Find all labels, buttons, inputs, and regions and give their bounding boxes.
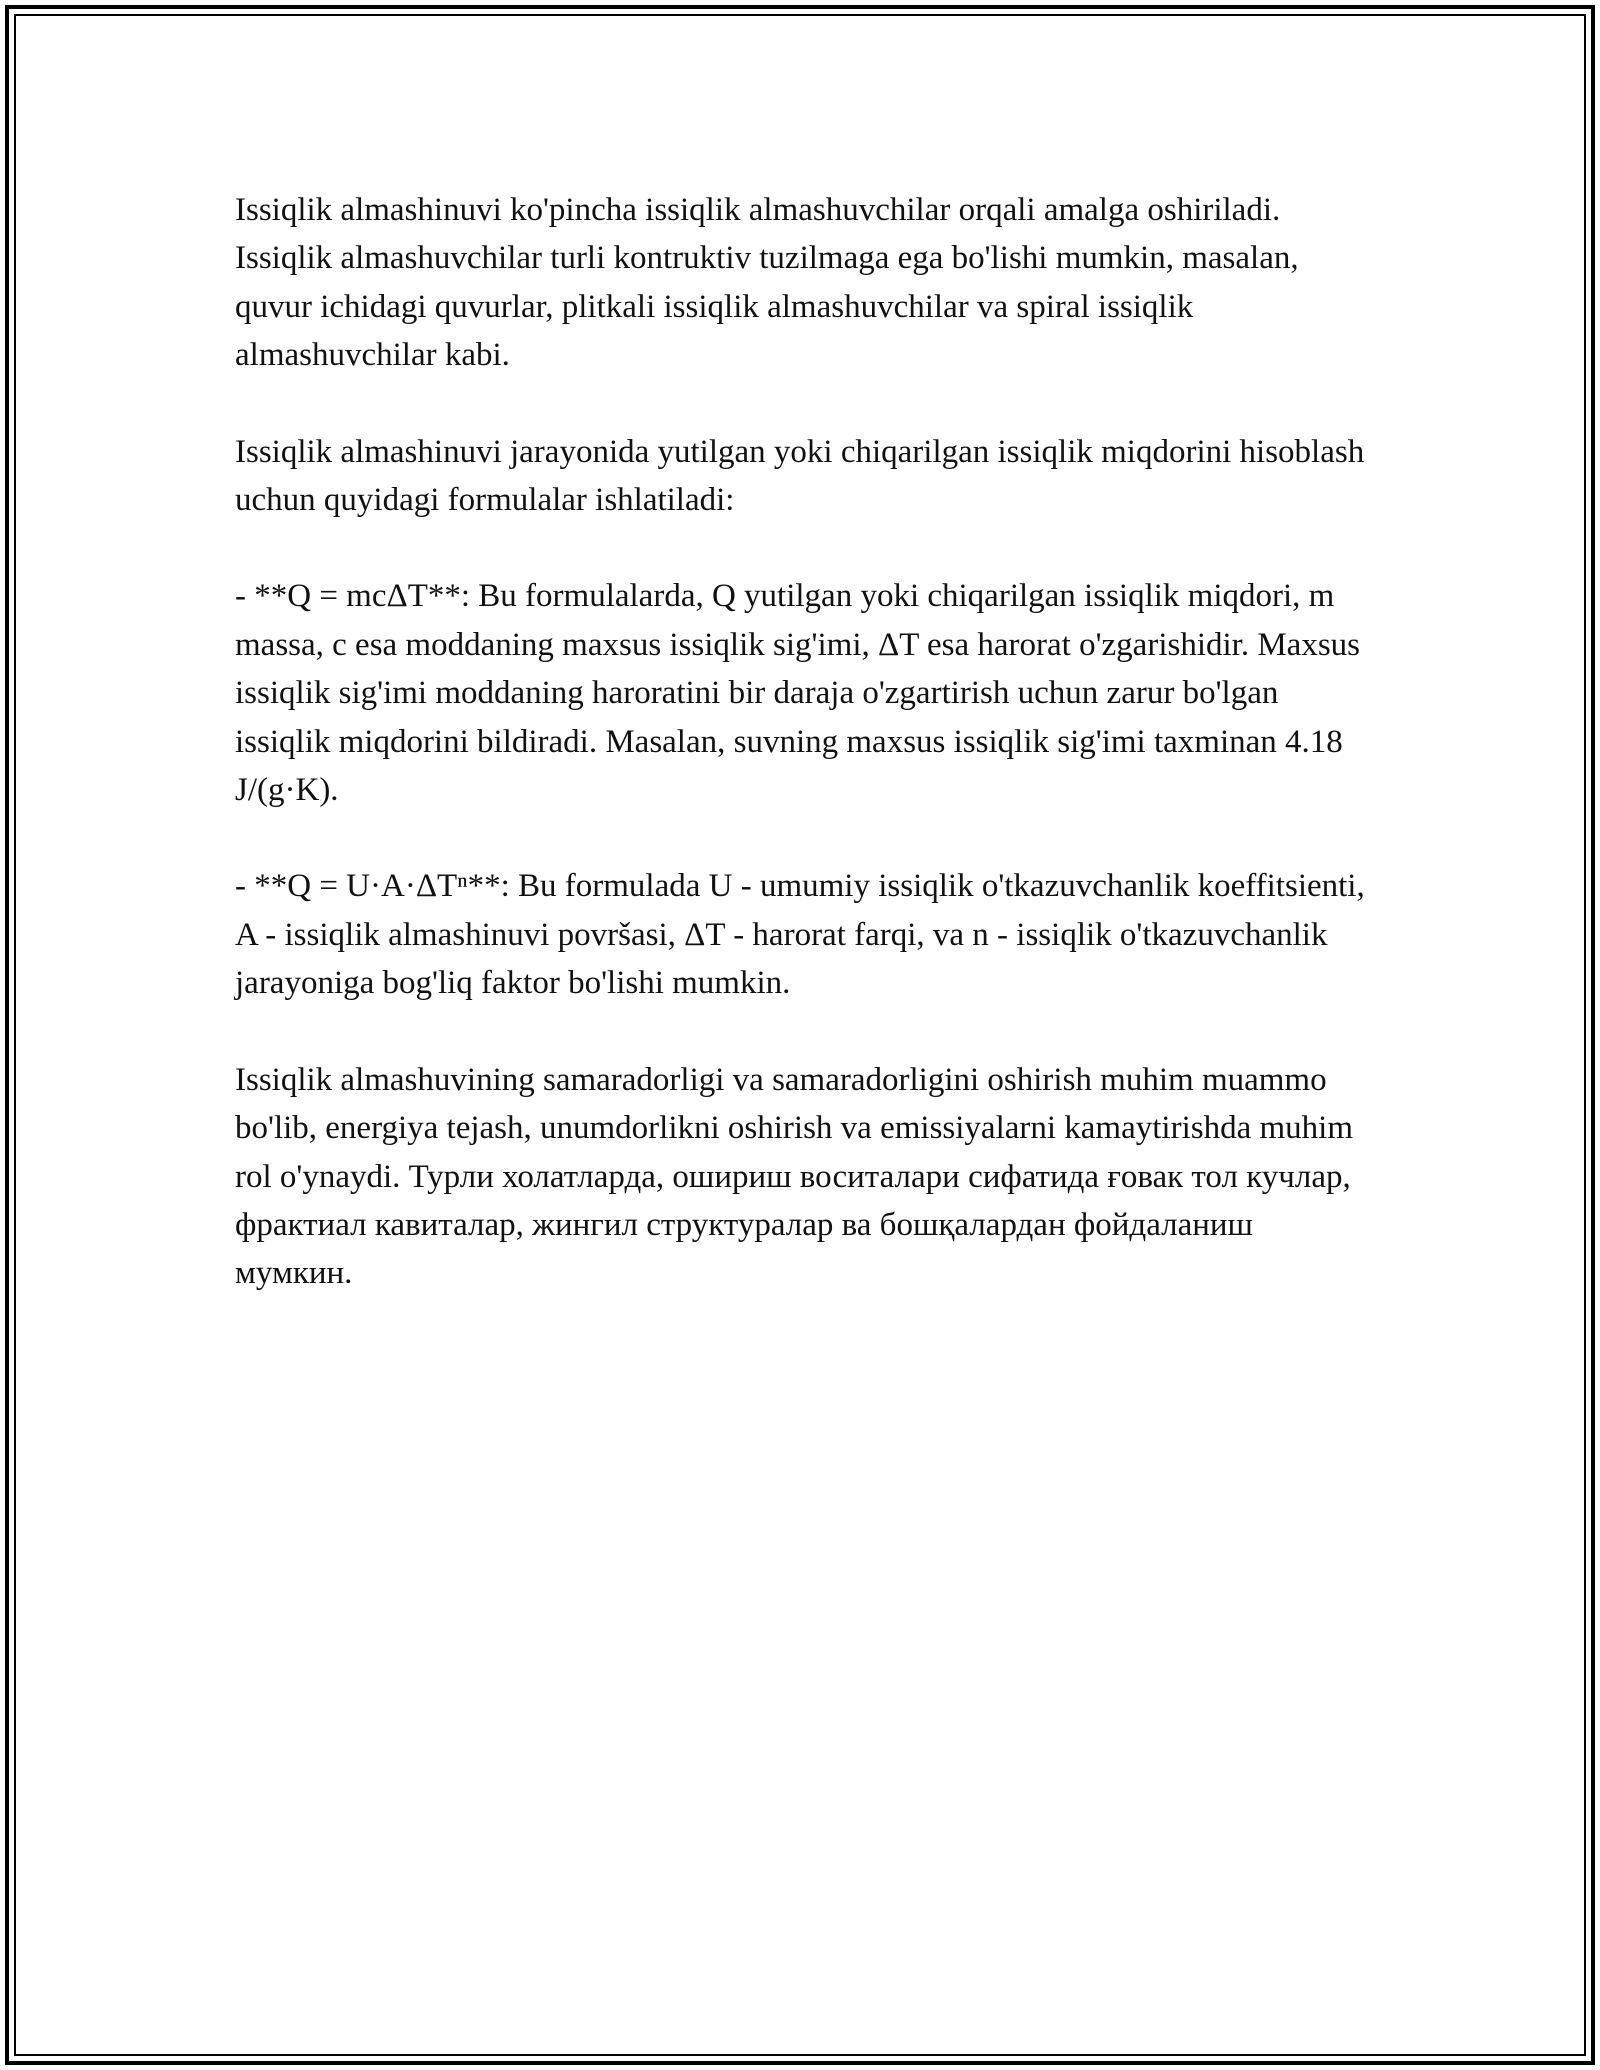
paragraph-efficiency: Issiqlik almashuvining samaradorligi va samaradorligini oshirish muhim muammo bo'lib, energiya tejash, unumdorlikni oshirish va emissiyalarni kamaytirishda muhim rol o'ynaydi. Турли холатларда, ошириш воситалари сифатида ғовак тол кучлар, фрактиал кавиталар, жингил структуралар ва бошқалардан фойдаланиш мумкин. (235, 1061, 1353, 1292)
paragraph-heat-exchangers: Issiqlik almashinuvi ko'pincha issiqlik almashuvchilar orqali amalga oshiriladi. Issiqlik almashuvchilar turli kontruktiv tuzilmaga ega bo'lishi mumkin, masalan, quvur ichidagi quvurlar, plitkali issiqlik almashuvchilar va spiral issiqlik almashuvchilar kabi. (235, 192, 1299, 374)
paragraph-formula-specific-heat: - **Q = mcΔT**: Bu formulalarda, Q yutilgan yoki chiqarilgan issiqlik miqdori, m massa, c esa moddaning maxsus issiqlik sig'imi, ΔT esa harorat o'zgarishidir. Maxsus issiqlik sig'imi moddaning haroratini bir daraja o'zgartirish uchun zarur bo'lgan issiqlik miqdorini bildiradi. Masalan, suvning maxsus issiqlik sig'imi taxminan 4.18 J/(g·K). (235, 578, 1361, 809)
paragraph-formula-heat-transfer: - **Q = U·A·ΔTⁿ**: Bu formulada U - umumiy issiqlik o'tkazuvchanlik koeffitsienti, A - issiqlik almashinuvi površasi, ΔT - harorat farqi, va n - issiqlik o'tkazuvchanlik jarayoniga bog'liq faktor bo'lishi mumkin. (235, 868, 1365, 1002)
paragraph-formulas-intro: Issiqlik almashinuvi jarayonida yutilgan yoki chiqarilgan issiqlik miqdorini hisoblash uchun quyidagi formulalar ishlatiladi: (235, 433, 1365, 519)
document-body (235, 186, 1370, 1346)
